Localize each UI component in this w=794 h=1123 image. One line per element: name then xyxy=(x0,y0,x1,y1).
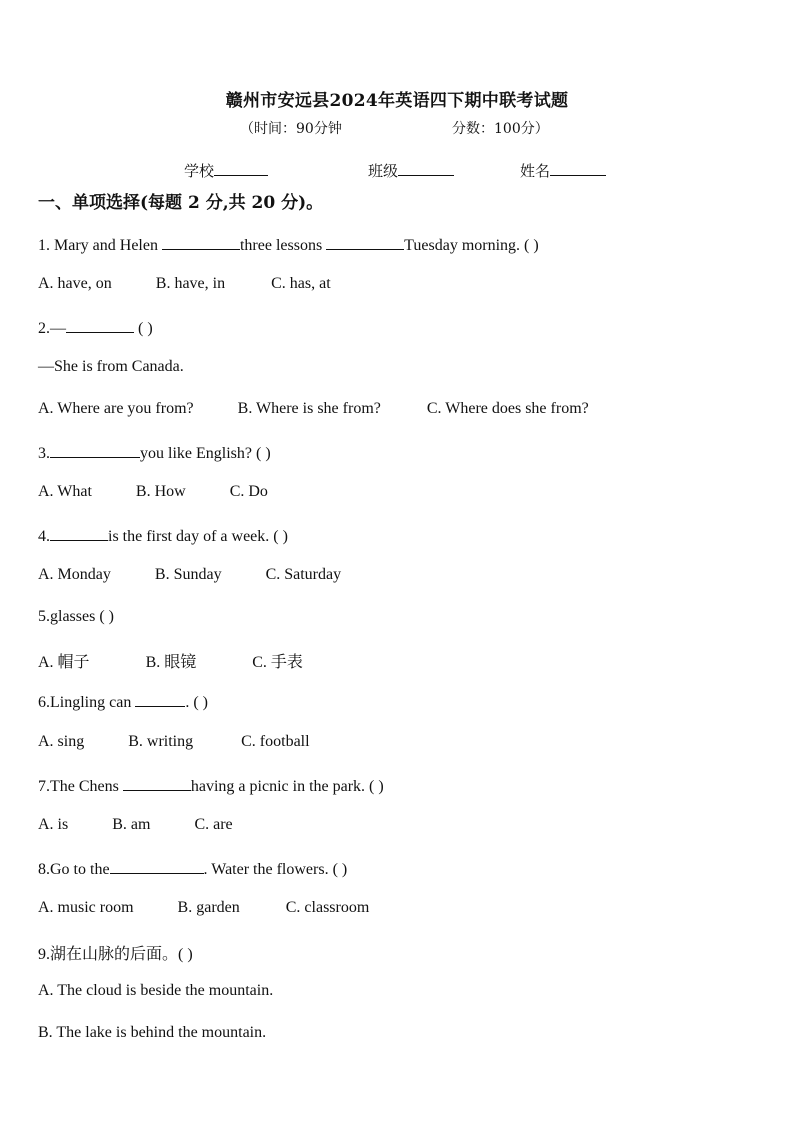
option-b[interactable]: B. writing xyxy=(128,733,194,750)
options-5 xyxy=(38,649,303,672)
question-1 xyxy=(38,234,539,255)
section-heading: 一、单项选择(每题 2 分,共 20 分)。 xyxy=(38,193,324,213)
question-text: 4. xyxy=(38,528,50,545)
exam-score: 分数：100分） xyxy=(452,121,549,137)
answer-blank[interactable] xyxy=(50,442,140,458)
option-a[interactable]: A. Monday xyxy=(38,566,111,583)
question-text: having a picnic in the park. ( ) xyxy=(190,778,384,795)
question-text: 3. xyxy=(38,445,50,462)
class-label: 班级 xyxy=(368,162,399,180)
options-2 xyxy=(38,400,589,418)
question-2-reply: —She is from Canada. xyxy=(38,358,184,375)
answer-blank[interactable] xyxy=(66,317,134,333)
option-a[interactable]: A. 帽子 xyxy=(38,654,90,671)
name-blank[interactable] xyxy=(550,161,606,176)
question-8 xyxy=(38,858,347,879)
school-field xyxy=(184,160,268,181)
option-c[interactable]: C. 手表 xyxy=(252,654,303,671)
option-b[interactable]: B. Sunday xyxy=(154,566,222,583)
option-b[interactable]: B. How xyxy=(135,483,186,500)
question-5: 5.glasses ( ) xyxy=(38,608,114,625)
options-7 xyxy=(38,816,233,834)
option-b[interactable]: B. The lake is behind the mountain. xyxy=(38,1024,267,1041)
school-label: 学校 xyxy=(184,162,215,180)
options-6 xyxy=(38,733,310,751)
school-blank[interactable] xyxy=(214,161,268,176)
question-3 xyxy=(38,442,271,463)
question-text: 6.Lingling can xyxy=(38,694,136,711)
class-field xyxy=(368,160,454,181)
option-a[interactable]: A. sing xyxy=(38,733,85,750)
option-b[interactable]: B. 眼镜 xyxy=(145,654,197,671)
option-c[interactable]: C. has, at xyxy=(271,275,331,292)
question-6 xyxy=(38,691,208,712)
page-title: 赣州市安远县2024年英语四下期中联考试题 xyxy=(225,91,569,111)
answer-blank[interactable] xyxy=(326,234,404,250)
class-blank[interactable] xyxy=(398,161,454,176)
question-text: 8.Go to the xyxy=(38,861,110,878)
option-a[interactable]: A. The cloud is beside the mountain. xyxy=(38,982,274,999)
question-text: three lessons xyxy=(239,237,327,254)
question-text: is the first day of a week. ( ) xyxy=(108,528,288,545)
question-text: ( ) xyxy=(134,320,153,337)
name-label: 姓名 xyxy=(520,162,551,180)
question-9: 9.湖在山脉的后面。( ) xyxy=(38,946,193,963)
name-field xyxy=(520,160,606,181)
option-a[interactable]: A. music room xyxy=(38,899,134,916)
option-c[interactable]: C. classroom xyxy=(285,899,370,916)
question-text: . ( ) xyxy=(185,694,208,711)
question-text: you like English? ( ) xyxy=(140,445,271,462)
options-1 xyxy=(38,275,331,293)
options-4 xyxy=(38,566,341,584)
question-text: Tuesday morning. ( ) xyxy=(404,237,539,254)
option-c[interactable]: C. football xyxy=(241,733,310,750)
option-a[interactable]: A. is xyxy=(38,816,69,833)
answer-blank[interactable] xyxy=(135,691,185,707)
option-a[interactable]: A. have, on xyxy=(38,275,112,292)
question-text: 7.The Chens xyxy=(38,778,123,795)
option-c[interactable]: C. Where does she from? xyxy=(426,400,589,417)
exam-time: （时间：90分钟 xyxy=(240,121,342,137)
option-b[interactable]: B. have, in xyxy=(155,275,226,292)
question-7 xyxy=(38,775,384,796)
question-text: 2.— xyxy=(38,320,66,337)
option-c[interactable]: C. Do xyxy=(229,483,268,500)
question-text: 1. Mary and Helen xyxy=(38,237,162,254)
option-b[interactable]: B. garden xyxy=(177,899,240,916)
options-3 xyxy=(38,483,268,501)
option-c[interactable]: C. are xyxy=(194,816,233,833)
option-b[interactable]: B. Where is she from? xyxy=(237,400,381,417)
question-4 xyxy=(38,525,288,546)
option-b[interactable]: B. am xyxy=(112,816,151,833)
answer-blank[interactable] xyxy=(162,234,240,250)
options-8 xyxy=(38,899,369,917)
question-2 xyxy=(38,317,153,338)
option-c[interactable]: C. Saturday xyxy=(265,566,342,583)
question-text: . Water the flowers. ( ) xyxy=(203,861,348,878)
answer-blank[interactable] xyxy=(110,858,204,874)
answer-blank[interactable] xyxy=(50,525,108,541)
option-a[interactable]: A. What xyxy=(38,483,92,500)
option-a[interactable]: A. Where are you from? xyxy=(38,400,194,417)
answer-blank[interactable] xyxy=(123,775,191,791)
